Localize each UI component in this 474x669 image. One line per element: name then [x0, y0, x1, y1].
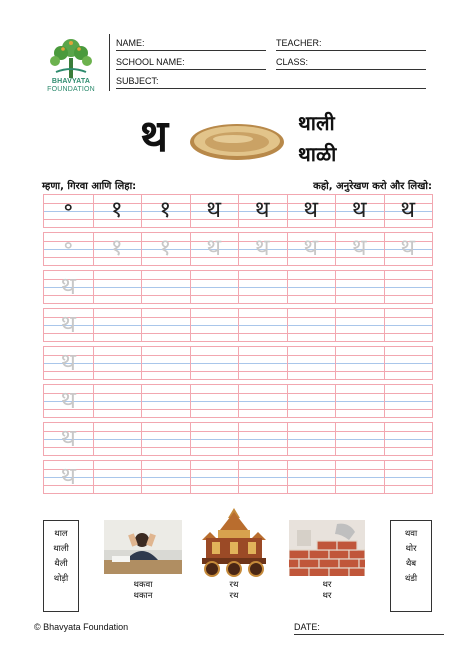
- cell-divider: [141, 385, 142, 417]
- image-caption: थर थर: [322, 580, 332, 601]
- cell-divider: [335, 385, 336, 417]
- tired-person-image: [104, 520, 182, 578]
- cell-divider: [93, 271, 94, 303]
- cell-divider: [93, 385, 94, 417]
- word-item: थाल: [54, 529, 68, 539]
- cell-divider: [93, 423, 94, 455]
- writing-row[interactable]: [43, 460, 433, 494]
- cell-divider: [384, 461, 385, 493]
- stroke-step-glyph: थ: [400, 197, 416, 223]
- date-field[interactable]: DATE:: [294, 622, 444, 636]
- cell-divider: [335, 423, 336, 455]
- trace-glyph: थ: [60, 386, 76, 414]
- title-word-hindi: थाळी: [298, 142, 337, 166]
- school-name-field[interactable]: SCHOOL NAME:: [116, 57, 266, 71]
- cell-divider: [190, 309, 191, 341]
- word-item: थोर: [405, 544, 417, 554]
- cell-divider: [141, 309, 142, 341]
- stroke-step-glyph: १: [159, 197, 172, 223]
- trace-glyph: थ: [60, 348, 76, 376]
- cell-divider: [190, 347, 191, 379]
- teacher-field[interactable]: TEACHER:: [276, 38, 426, 52]
- cell-divider: [287, 347, 288, 379]
- writing-row[interactable]: [43, 270, 433, 304]
- trace-glyph: थ: [400, 235, 416, 261]
- title-word-marathi: थाली: [298, 111, 335, 135]
- cell-divider: [190, 461, 191, 493]
- trace-glyph: १: [159, 235, 172, 261]
- writing-row[interactable]: [43, 346, 433, 380]
- chariot-image: [196, 506, 272, 582]
- cell-divider: [287, 423, 288, 455]
- cell-divider: [238, 385, 239, 417]
- writing-row[interactable]: [43, 194, 433, 228]
- word-item: थैली: [54, 559, 68, 569]
- trace-glyph: थ: [60, 462, 76, 490]
- cell-divider: [141, 271, 142, 303]
- cell-divider: [238, 461, 239, 493]
- cell-divider: [190, 385, 191, 417]
- trace-glyph: थ: [254, 235, 270, 261]
- cell-divider: [141, 461, 142, 493]
- instruction-marathi: म्हणा, गिरवा आणि लिहा:: [42, 181, 137, 192]
- word-item: थाली: [53, 544, 69, 554]
- cell-divider: [93, 347, 94, 379]
- cell-divider: [190, 423, 191, 455]
- cell-divider: [384, 347, 385, 379]
- featured-letter: थ: [140, 111, 169, 162]
- stroke-step-glyph: थ: [351, 197, 367, 223]
- cell-divider: [335, 309, 336, 341]
- cell-divider: [238, 347, 239, 379]
- trace-glyph: थ: [60, 310, 76, 338]
- cell-divider: [141, 347, 142, 379]
- cell-divider: [141, 423, 142, 455]
- cell-divider: [287, 385, 288, 417]
- name-field[interactable]: NAME:: [116, 38, 266, 52]
- cell-divider: [335, 347, 336, 379]
- copyright-text: © Bhavyata Foundation: [34, 622, 129, 632]
- cell-divider: [287, 309, 288, 341]
- trace-glyph: थ: [60, 272, 76, 300]
- subject-field[interactable]: SUBJECT:: [116, 76, 426, 90]
- trace-glyph: ॰: [63, 235, 74, 261]
- cell-divider: [384, 423, 385, 455]
- word-item: थोड़ी: [53, 574, 69, 584]
- cell-divider: [93, 309, 94, 341]
- cell-divider: [287, 271, 288, 303]
- trace-glyph: थ: [206, 235, 222, 261]
- trace-glyph: थ: [60, 424, 76, 452]
- trace-glyph: थ: [303, 235, 319, 261]
- cell-divider: [287, 461, 288, 493]
- stroke-step-glyph: १: [110, 197, 123, 223]
- word-item: थवा: [404, 529, 418, 539]
- stroke-step-glyph: थ: [303, 197, 319, 223]
- cell-divider: [335, 271, 336, 303]
- cell-divider: [190, 271, 191, 303]
- writing-row[interactable]: [43, 232, 433, 266]
- trace-glyph: १: [110, 235, 123, 261]
- header-divider: [109, 34, 110, 91]
- word-list-left: [43, 520, 79, 612]
- cell-divider: [93, 461, 94, 493]
- writing-row[interactable]: [43, 422, 433, 456]
- word-item: थंडी: [404, 574, 418, 584]
- cell-divider: [238, 423, 239, 455]
- trace-glyph: थ: [351, 235, 367, 261]
- writing-row[interactable]: [43, 308, 433, 342]
- stroke-step-glyph: थ: [254, 197, 270, 223]
- cell-divider: [384, 385, 385, 417]
- cell-divider: [384, 271, 385, 303]
- logo-text: BHAVYATA FOUNDATION: [47, 78, 95, 93]
- instruction-hindi: कहो, अनुरेखण करो और लिखो:: [313, 181, 432, 192]
- word-item: थैब: [405, 559, 417, 569]
- cell-divider: [238, 309, 239, 341]
- stroke-step-glyph: थ: [206, 197, 222, 223]
- brick-wall-image: [289, 520, 365, 580]
- word-list-right: [390, 520, 432, 612]
- cell-divider: [384, 309, 385, 341]
- cell-divider: [335, 461, 336, 493]
- cell-divider: [238, 271, 239, 303]
- plate-illustration: [188, 122, 286, 166]
- class-field[interactable]: CLASS:: [276, 57, 426, 71]
- image-caption: रथ रथ: [229, 580, 239, 601]
- writing-row[interactable]: [43, 384, 433, 418]
- stroke-step-glyph: ॰: [63, 197, 74, 223]
- image-caption: थकवा थकान: [133, 580, 153, 601]
